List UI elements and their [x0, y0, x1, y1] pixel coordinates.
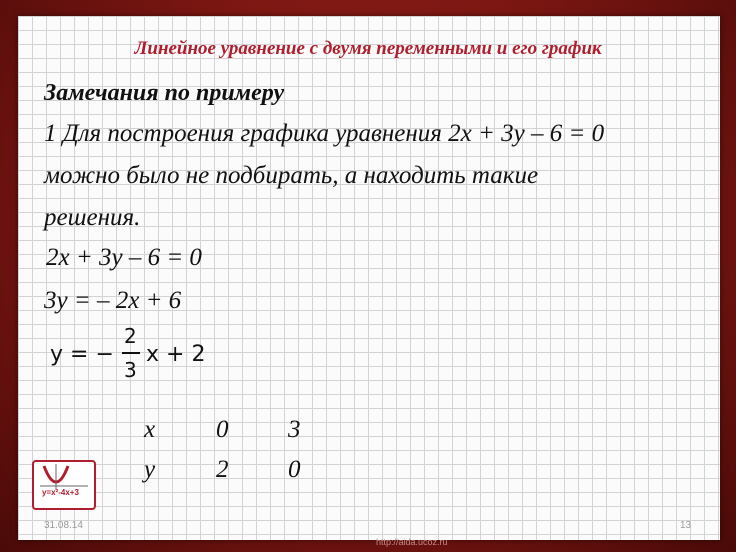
fraction-bar	[122, 352, 140, 354]
slide-date: 31.08.14	[44, 520, 83, 531]
equation-line-2: 3y = – 2x + 6	[44, 287, 182, 314]
text-line-3: решения.	[44, 204, 141, 231]
table-cell: 0	[288, 456, 301, 483]
formula-numerator: 2	[124, 324, 137, 348]
slide-number: 13	[680, 520, 692, 531]
text-line-2: можно было не подбирать, а находить такие	[44, 162, 539, 189]
formula-denominator: 3	[124, 358, 137, 382]
table-cell: 3	[288, 416, 301, 443]
text-line-1: 1 Для построения графика уравнения 2x + 3y – 6 = 0	[44, 120, 605, 147]
section-heading: Замечания по примеру	[44, 80, 285, 106]
slide-title: Линейное уравнение с двумя переменными и его график	[134, 38, 602, 59]
table-cell: 0	[216, 416, 229, 443]
logo	[32, 460, 96, 510]
parabola-icon	[38, 464, 90, 490]
equation-line-1: 2x + 3y – 6 = 0	[46, 244, 202, 271]
logo-formula: y=x²-4x+3	[42, 488, 79, 497]
table-cell: y	[144, 456, 156, 483]
footer-url: http://aida.ucoz.ru	[376, 537, 448, 547]
formula-lhs: y = −	[50, 342, 114, 367]
formula-rhs: x + 2	[146, 342, 206, 367]
table-cell: 2	[216, 456, 229, 483]
table-cell: x	[144, 416, 156, 443]
